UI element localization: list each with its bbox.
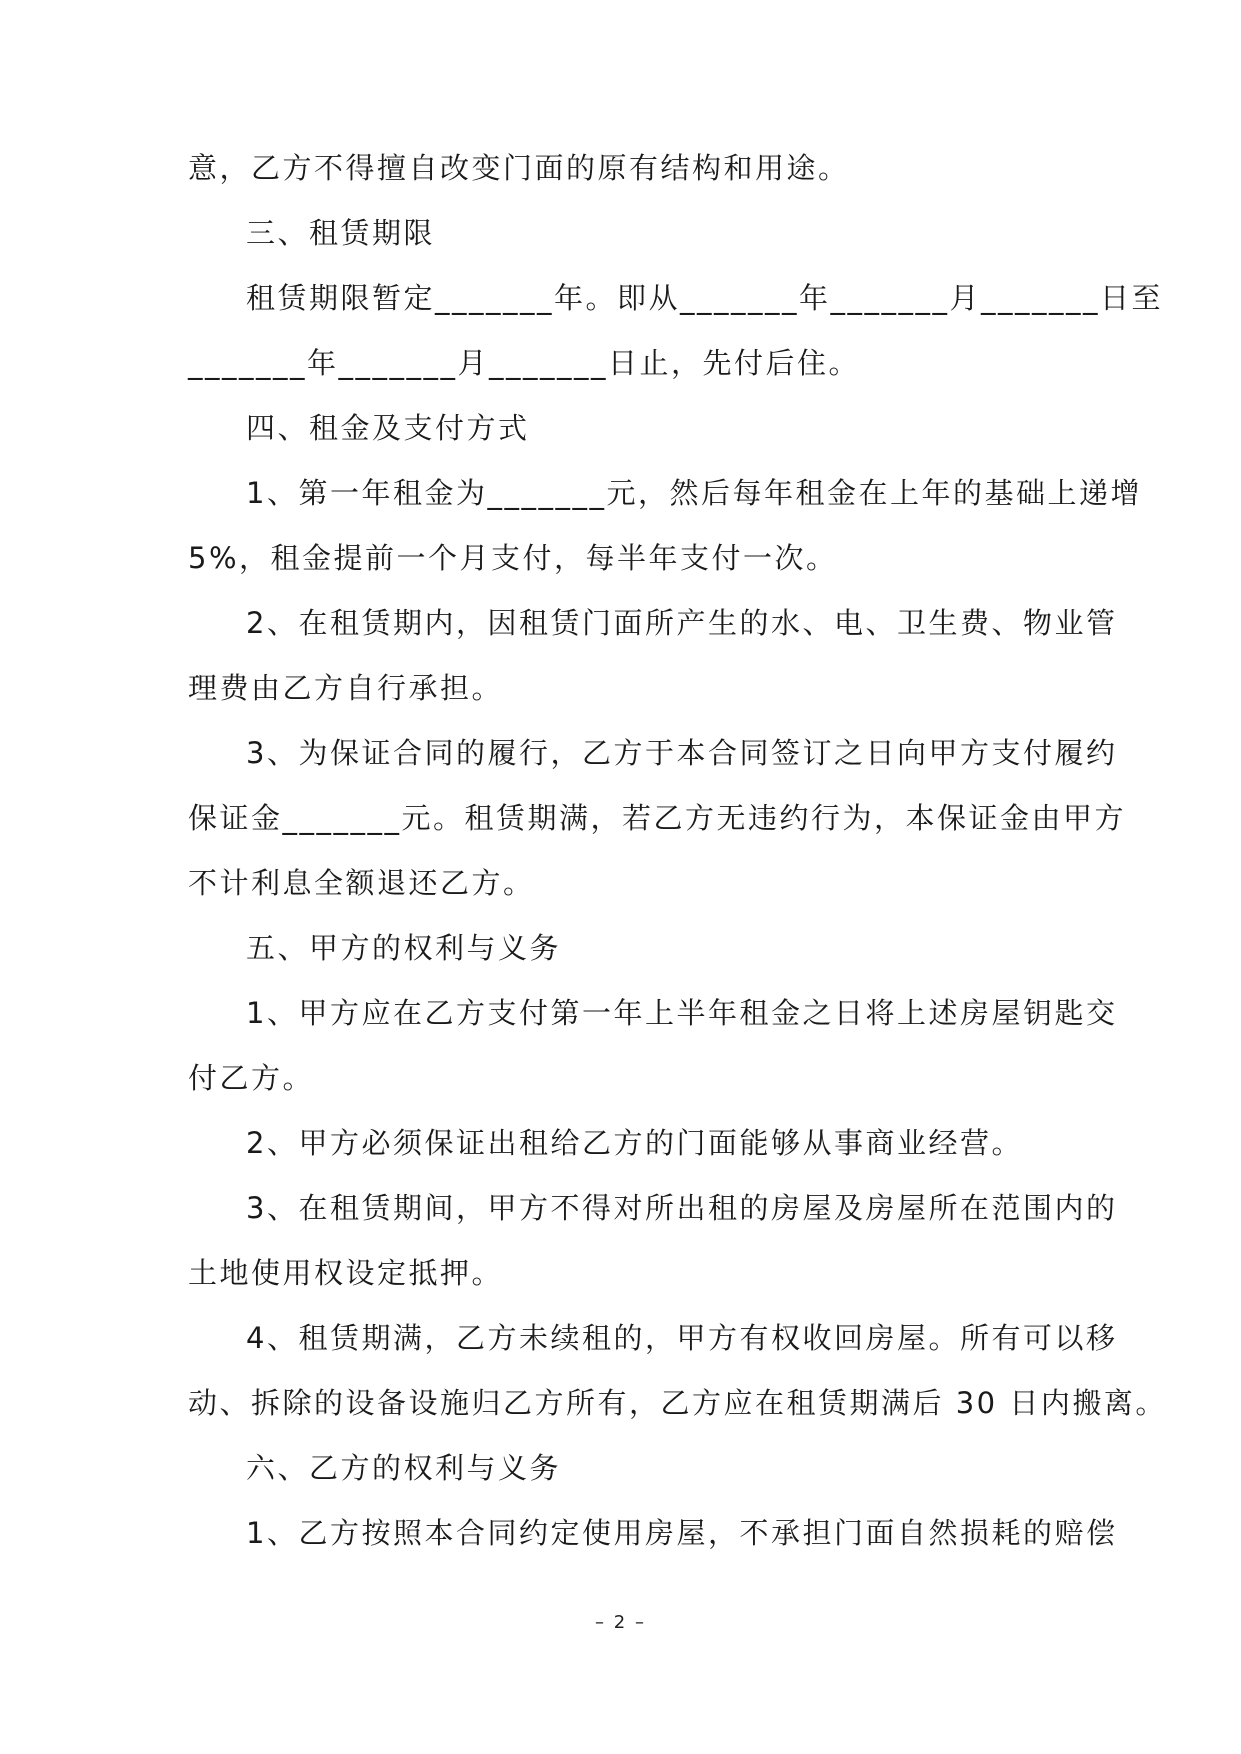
paragraph-line: 1、乙方按照本合同约定使用房屋，不承担门面自然损耗的赔偿	[246, 1516, 1118, 1550]
paragraph-line: 动、拆除的设备设施归乙方所有，乙方应在租赁期满后 30 日内搬离。	[188, 1386, 1167, 1420]
paragraph-line: 2、甲方必须保证出租给乙方的门面能够从事商业经营。	[246, 1126, 1023, 1160]
paragraph-line: 不计利息全额退还乙方。	[188, 866, 535, 900]
paragraph-line: 2、在租赁期内，因租赁门面所产生的水、电、卫生费、物业管	[246, 606, 1118, 640]
paragraph-line: 土地使用权设定抵押。	[188, 1256, 504, 1290]
paragraph-line: _______年_______月_______日止，先付后住。	[188, 346, 861, 380]
paragraph-line: 意，乙方不得擅自改变门面的原有结构和用途。	[188, 151, 850, 185]
paragraph-line: 3、在租赁期间，甲方不得对所出租的房屋及房屋所在范围内的	[246, 1191, 1118, 1225]
paragraph-line: 付乙方。	[188, 1061, 315, 1095]
paragraph-line: 理费由乙方自行承担。	[188, 671, 504, 705]
section-heading-party-a-rights: 五、甲方的权利与义务	[246, 931, 562, 965]
section-heading-rent-payment: 四、租金及支付方式	[246, 411, 530, 445]
paragraph-line: 4、租赁期满，乙方未续租的，甲方有权收回房屋。所有可以移	[246, 1321, 1118, 1355]
document-body	[188, 148, 1167, 1578]
paragraph-line: 5%，租金提前一个月支付，每半年支付一次。	[188, 541, 838, 575]
paragraph-line: 1、甲方应在乙方支付第一年上半年租金之日将上述房屋钥匙交	[246, 996, 1118, 1030]
section-heading-lease-term: 三、租赁期限	[246, 216, 436, 250]
paragraph-line: 3、为保证合同的履行，乙方于本合同签订之日向甲方支付履约	[246, 736, 1118, 770]
paragraph-line: 保证金_______元。租赁期满，若乙方无违约行为，本保证金由甲方	[188, 801, 1127, 835]
paragraph-line: 1、第一年租金为_______元，然后每年租金在上年的基础上递增	[246, 476, 1142, 510]
page-number: – 2 –	[595, 1612, 646, 1633]
section-heading-party-b-rights: 六、乙方的权利与义务	[246, 1451, 562, 1485]
paragraph-line: 租赁期限暂定_______年。即从_______年_______月_______日至	[246, 281, 1164, 315]
